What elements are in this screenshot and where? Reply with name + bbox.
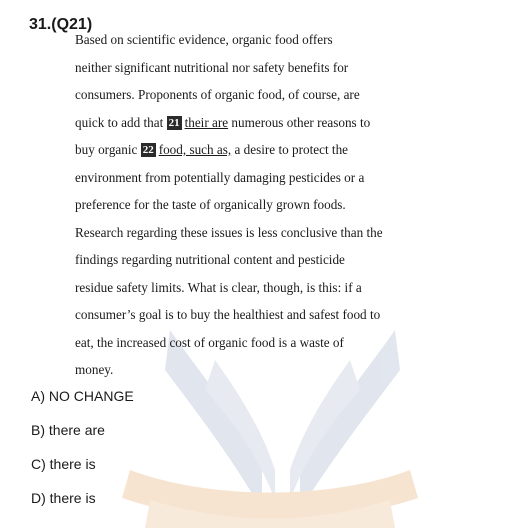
line-text: buy organic	[75, 142, 141, 157]
passage-line: environment from potentially damaging pesticides or a	[75, 169, 365, 185]
option-a[interactable]	[31, 387, 134, 421]
question-number: 31.(Q21)	[29, 16, 93, 33]
option-letter: B)	[31, 422, 45, 438]
passage-line: Based on scientific evidence, organic food offers	[75, 32, 333, 47]
passage-line: money.	[75, 362, 114, 377]
passage-line: consumers. Proponents of organic food, of course, are	[75, 87, 360, 102]
option-text: there are	[48, 422, 105, 438]
reading-passage	[75, 26, 405, 384]
underlined-portion-21: their are	[184, 114, 229, 130]
answer-options	[31, 387, 134, 523]
option-b[interactable]	[31, 421, 134, 455]
option-text: there is	[49, 456, 96, 472]
line-text: numerous other reasons to	[228, 114, 371, 130]
option-c[interactable]	[31, 455, 134, 489]
option-letter: A)	[31, 388, 45, 404]
option-letter: C)	[31, 456, 46, 472]
passage-line: residue safety limits. What is clear, though, is this: if a	[75, 279, 362, 295]
question-marker-22: 22	[142, 144, 154, 156]
passage-line: consumer’s goal is to buy the healthiest and safest food to	[75, 307, 381, 322]
passage-line	[75, 136, 405, 164]
passage-line: eat, the increased cost of organic food is a waste of	[75, 334, 344, 350]
passage-line: Research regarding these issues is less conclusive than the	[75, 224, 383, 240]
passage-line	[75, 109, 405, 137]
line-text: quick to add that	[75, 114, 167, 130]
option-text: NO CHANGE	[48, 388, 134, 404]
passage-line: preference for the taste of organically grown foods.	[75, 197, 346, 212]
passage-line: findings regarding nutritional content and pesticide	[75, 252, 345, 267]
underlined-portion-22: food, such as,	[158, 142, 232, 157]
passage-line: neither significant nutritional nor safety benefits for	[75, 59, 349, 75]
question-marker-21: 21	[168, 116, 180, 129]
option-d[interactable]	[31, 489, 134, 523]
option-letter: D)	[31, 490, 46, 506]
line-text: a desire to protect the	[231, 142, 349, 157]
option-text: there is	[49, 490, 96, 506]
